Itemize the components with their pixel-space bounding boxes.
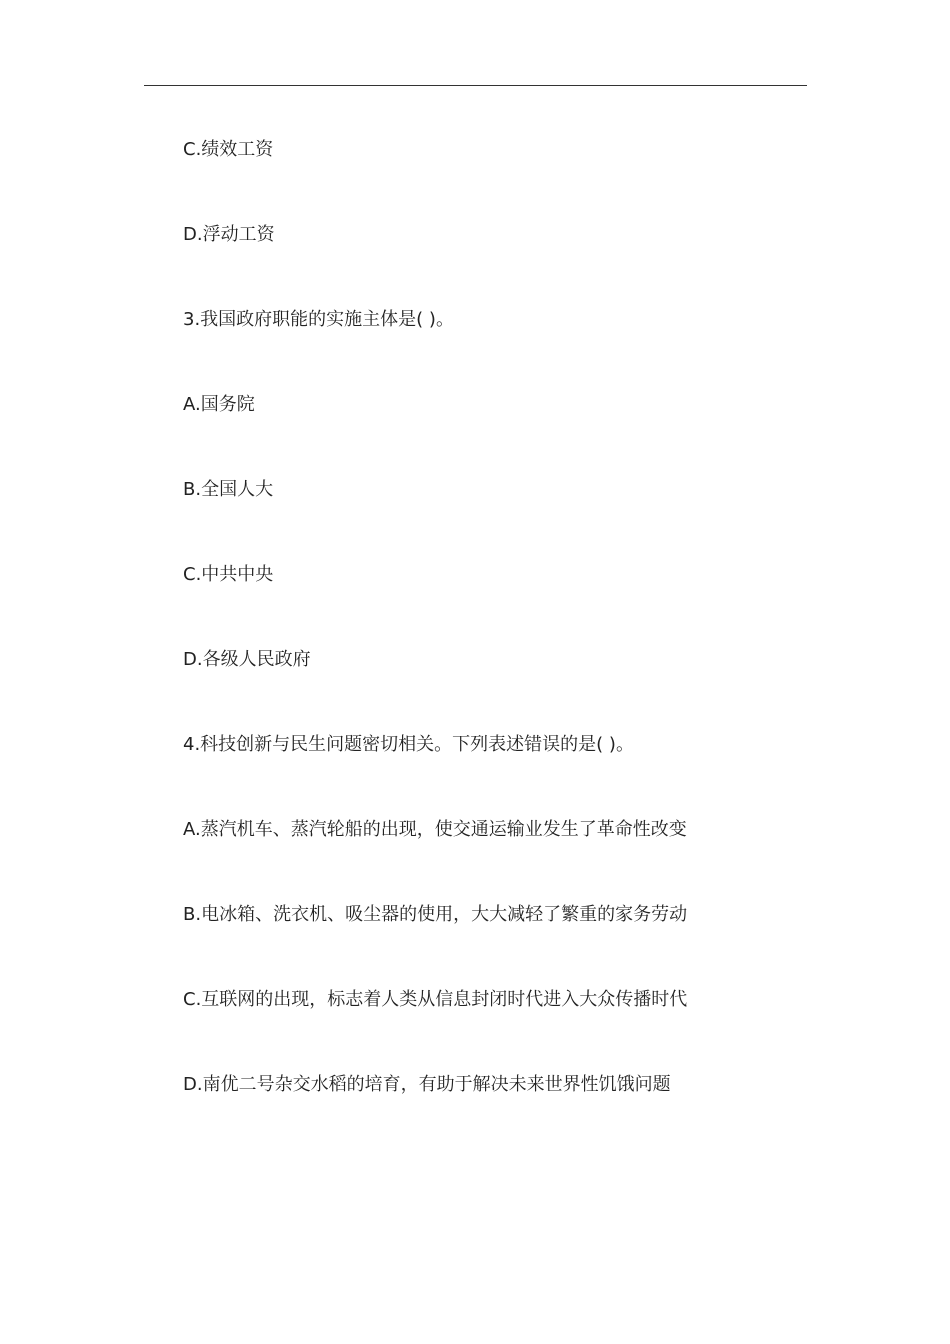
document-body <box>183 137 803 1157</box>
question-4-option-c: C.互联网的出现，标志着人类从信息封闭时代进入大众传播时代 <box>183 989 688 1010</box>
question-4: 4.科技创新与民生问题密切相关。下列表述错误的是( )。 <box>183 734 634 755</box>
option-c-performance-pay: C.绩效工资 <box>183 139 274 160</box>
question-3: 3.我国政府职能的实施主体是( )。 <box>183 309 454 330</box>
option-d-floating-pay: D.浮动工资 <box>183 224 275 245</box>
question-4-option-d: D.南优二号杂交水稻的培育，有助于解决未来世界性饥饿问题 <box>183 1074 671 1095</box>
question-4-option-b: B.电冰箱、洗衣机、吸尘器的使用，大大减轻了繁重的家务劳动 <box>183 904 688 925</box>
question-3-option-b: B.全国人大 <box>183 479 274 500</box>
question-3-option-d: D.各级人民政府 <box>183 649 311 670</box>
question-3-option-c: C.中共中央 <box>183 564 274 585</box>
question-4-option-a: A.蒸汽机车、蒸汽轮船的出现，使交通运输业发生了革命性改变 <box>183 819 687 840</box>
header-rule <box>144 85 807 86</box>
question-3-option-a: A.国务院 <box>183 394 255 415</box>
